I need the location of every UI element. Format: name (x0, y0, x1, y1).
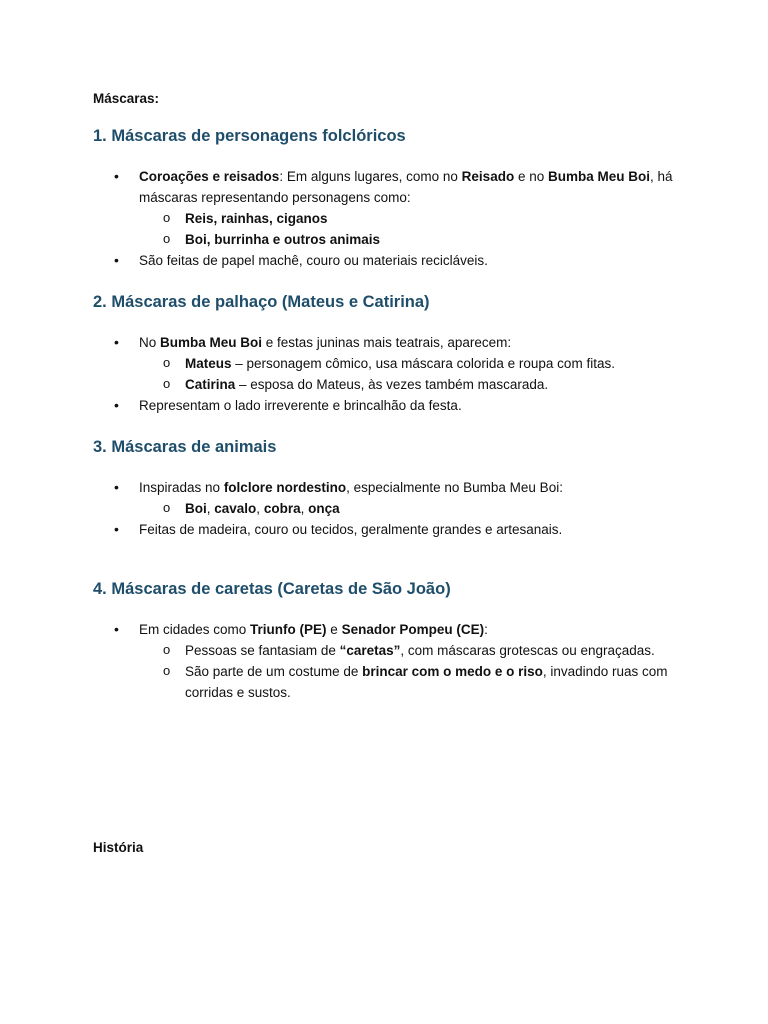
text: e festas juninas mais teatrais, aparecem: (262, 335, 512, 350)
bold-text: Triunfo (PE) (250, 622, 327, 637)
bold-text: Senador Pompeu (CE) (341, 622, 485, 637)
bold-text: Catirina (185, 377, 236, 392)
text: , (300, 501, 309, 516)
bold-text: Reisado (461, 169, 515, 184)
list-item (93, 619, 683, 703)
list-item (93, 250, 683, 271)
bold-text: folclore nordestino (223, 480, 347, 495)
text: e (326, 622, 342, 637)
text: São parte de um costume de (185, 664, 363, 679)
section-1-list (93, 166, 683, 271)
text: : (484, 622, 488, 637)
document-body (93, 124, 683, 703)
text: , (256, 501, 264, 516)
bold-text: cavalo (214, 501, 257, 516)
list-item (93, 477, 683, 519)
bold-text: brincar com o medo e o riso (362, 664, 543, 679)
sub-list-item (139, 353, 683, 374)
text: : Em alguns lugares, como no (279, 169, 462, 184)
text: , especialmente no Bumba Meu Boi: (346, 480, 563, 495)
text: Pessoas se fantasiam de (185, 643, 340, 658)
sub-list-item (139, 498, 683, 519)
text: , invadindo ruas com corridas e sustos. (185, 664, 668, 700)
text: , há máscaras representando personagens como: (139, 169, 673, 205)
text: – personagem cômico, usa máscara colorida e roupa com fitas. (231, 356, 615, 371)
sub-list (139, 640, 683, 703)
sub-list-item (139, 640, 683, 661)
bold-text: Mateus (185, 356, 232, 371)
bold-text: onça (308, 501, 340, 516)
section-heading-4: 4. Máscaras de caretas (Caretas de São João) (93, 580, 451, 598)
bold-text: “caretas” (339, 643, 401, 658)
bold-text: cobra (263, 501, 301, 516)
section-2-list (93, 332, 683, 416)
text: , (206, 501, 215, 516)
sub-list (139, 208, 683, 250)
sub-list-item (139, 229, 683, 250)
text: No (139, 335, 161, 350)
sub-list (139, 498, 683, 519)
section-4-list (93, 619, 683, 703)
text: Inspiradas no (139, 480, 224, 495)
history-heading: História (93, 840, 144, 855)
bold-text: Reis, rainhas, ciganos (185, 211, 328, 226)
sub-list-item (139, 208, 683, 229)
bold-text: Bumba Meu Boi (160, 335, 263, 350)
bold-text: Bumba Meu Boi (547, 169, 650, 184)
section-heading-3: 3. Máscaras de animais (93, 438, 277, 456)
text: Feitas de madeira, couro ou tecidos, geralmente grandes e artesanais. (139, 522, 563, 537)
section-3-list (93, 477, 683, 540)
sub-list-item (139, 374, 683, 395)
text: , com máscaras grotescas ou engraçadas. (400, 643, 655, 658)
text: São feitas de papel machê, couro ou materiais recicláveis. (139, 253, 488, 268)
list-item (93, 332, 683, 395)
text: – esposa do Mateus, às vezes também mascarada. (235, 377, 549, 392)
sub-list-item (139, 661, 683, 703)
bold-text: Boi (185, 501, 207, 516)
section-heading-1: 1. Máscaras de personagens folclóricos (93, 127, 406, 145)
text: e no (514, 169, 548, 184)
list-item (93, 519, 683, 540)
text: Em cidades como (139, 622, 251, 637)
section-heading-2: 2. Máscaras de palhaço (Mateus e Catirina) (93, 293, 430, 311)
document-title: Máscaras: (93, 91, 160, 106)
list-item (93, 395, 683, 416)
text: Representam o lado irreverente e brincalhão da festa. (139, 398, 462, 413)
bold-text: Boi, burrinha e outros animais (185, 232, 381, 247)
sub-list (139, 353, 683, 395)
list-item (93, 166, 683, 250)
bold-text: Coroações e reisados (139, 169, 280, 184)
